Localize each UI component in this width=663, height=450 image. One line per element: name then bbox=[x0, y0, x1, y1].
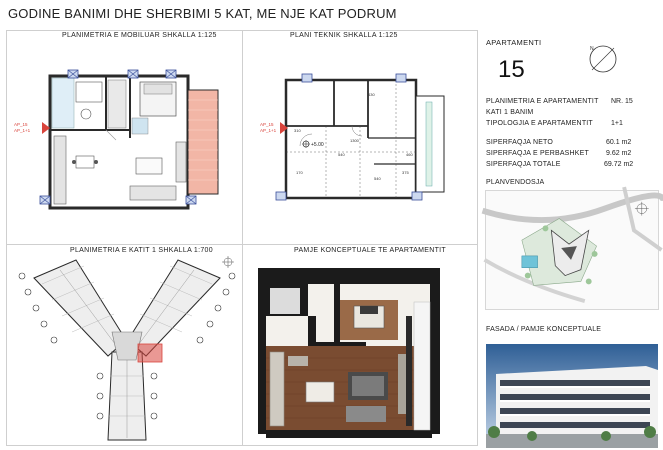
furnished-ap-code: AP_15 bbox=[14, 122, 28, 127]
floor-plan-caption: PLANIMETRIA E KATIT 1 SHKALLA 1:700 bbox=[70, 247, 213, 254]
furnished-floor-plan bbox=[14, 60, 236, 210]
area-value-common: 9.62 m2 bbox=[606, 150, 632, 157]
svg-text:N: N bbox=[590, 46, 594, 52]
technical-ap-type: AP_1+1 bbox=[260, 128, 277, 133]
concept-view-caption: PAMJE KONCEPTUALE TE APARTAMENTIT bbox=[294, 247, 447, 254]
area-value-net: 60.1 m2 bbox=[606, 139, 632, 146]
technical-floor-plan bbox=[256, 56, 456, 216]
detail-key-plan: PLANIMETRIA E APARTAMENTIT bbox=[486, 98, 599, 105]
panel-divider-vertical bbox=[242, 30, 243, 446]
panel-divider-horizontal bbox=[6, 244, 478, 245]
detail-value-plan: NR. 15 bbox=[611, 98, 633, 105]
site-plan-title: PLANVENDOSJA bbox=[486, 179, 545, 186]
technical-plan-caption: PLANI TEKNIK SHKALLA 1:125 bbox=[290, 32, 398, 39]
detail-value-typology: 1+1 bbox=[611, 120, 623, 127]
technical-level-mark: +5.00 bbox=[311, 142, 324, 148]
facade-title: FASADA / PAMJE KONCEPTUALE bbox=[486, 326, 602, 333]
technical-dim-1: 430 bbox=[368, 92, 375, 97]
compass-north-icon bbox=[586, 42, 620, 76]
furnished-ap-type: AP_1+1 bbox=[14, 128, 31, 133]
area-key-common: SIPERFAQJA E PERBASHKET bbox=[486, 150, 590, 157]
apartment-concept-render bbox=[248, 262, 474, 444]
detail-key-floor: KATI 1 BANIM bbox=[486, 109, 534, 116]
technical-dim-2: 1300 bbox=[350, 138, 359, 143]
area-key-total: SIPERFAQJA TOTALE bbox=[486, 161, 561, 168]
technical-dim-3: 540 bbox=[338, 152, 345, 157]
furnished-plan-caption: PLANIMETRIA E MOBILUAR SHKALLA 1:125 bbox=[62, 32, 217, 39]
building-floor-plan bbox=[14, 256, 240, 444]
apartment-label: APARTAMENTI bbox=[486, 38, 542, 47]
page-title: GODINE BANIMI DHE SHERBIMI 5 KAT, ME NJE KAT PODRUM bbox=[8, 6, 397, 21]
area-key-net: SIPERFAQJA NETO bbox=[486, 139, 554, 146]
technical-dim-5: 170 bbox=[296, 170, 303, 175]
technical-dim-8: 540 bbox=[374, 176, 381, 181]
technical-ap-code: AP_15 bbox=[260, 122, 274, 127]
technical-dim-4: 460 bbox=[406, 152, 413, 157]
technical-dim-7: 310 bbox=[294, 128, 301, 133]
area-value-total: 69.72 m2 bbox=[604, 161, 634, 168]
technical-dim-6: 375 bbox=[402, 170, 409, 175]
detail-key-typology: TIPOLOGJIA E APARTAMENTIT bbox=[486, 120, 593, 127]
site-plan-map bbox=[485, 190, 659, 310]
facade-render bbox=[486, 344, 658, 448]
apartment-number: 15 bbox=[498, 56, 525, 83]
